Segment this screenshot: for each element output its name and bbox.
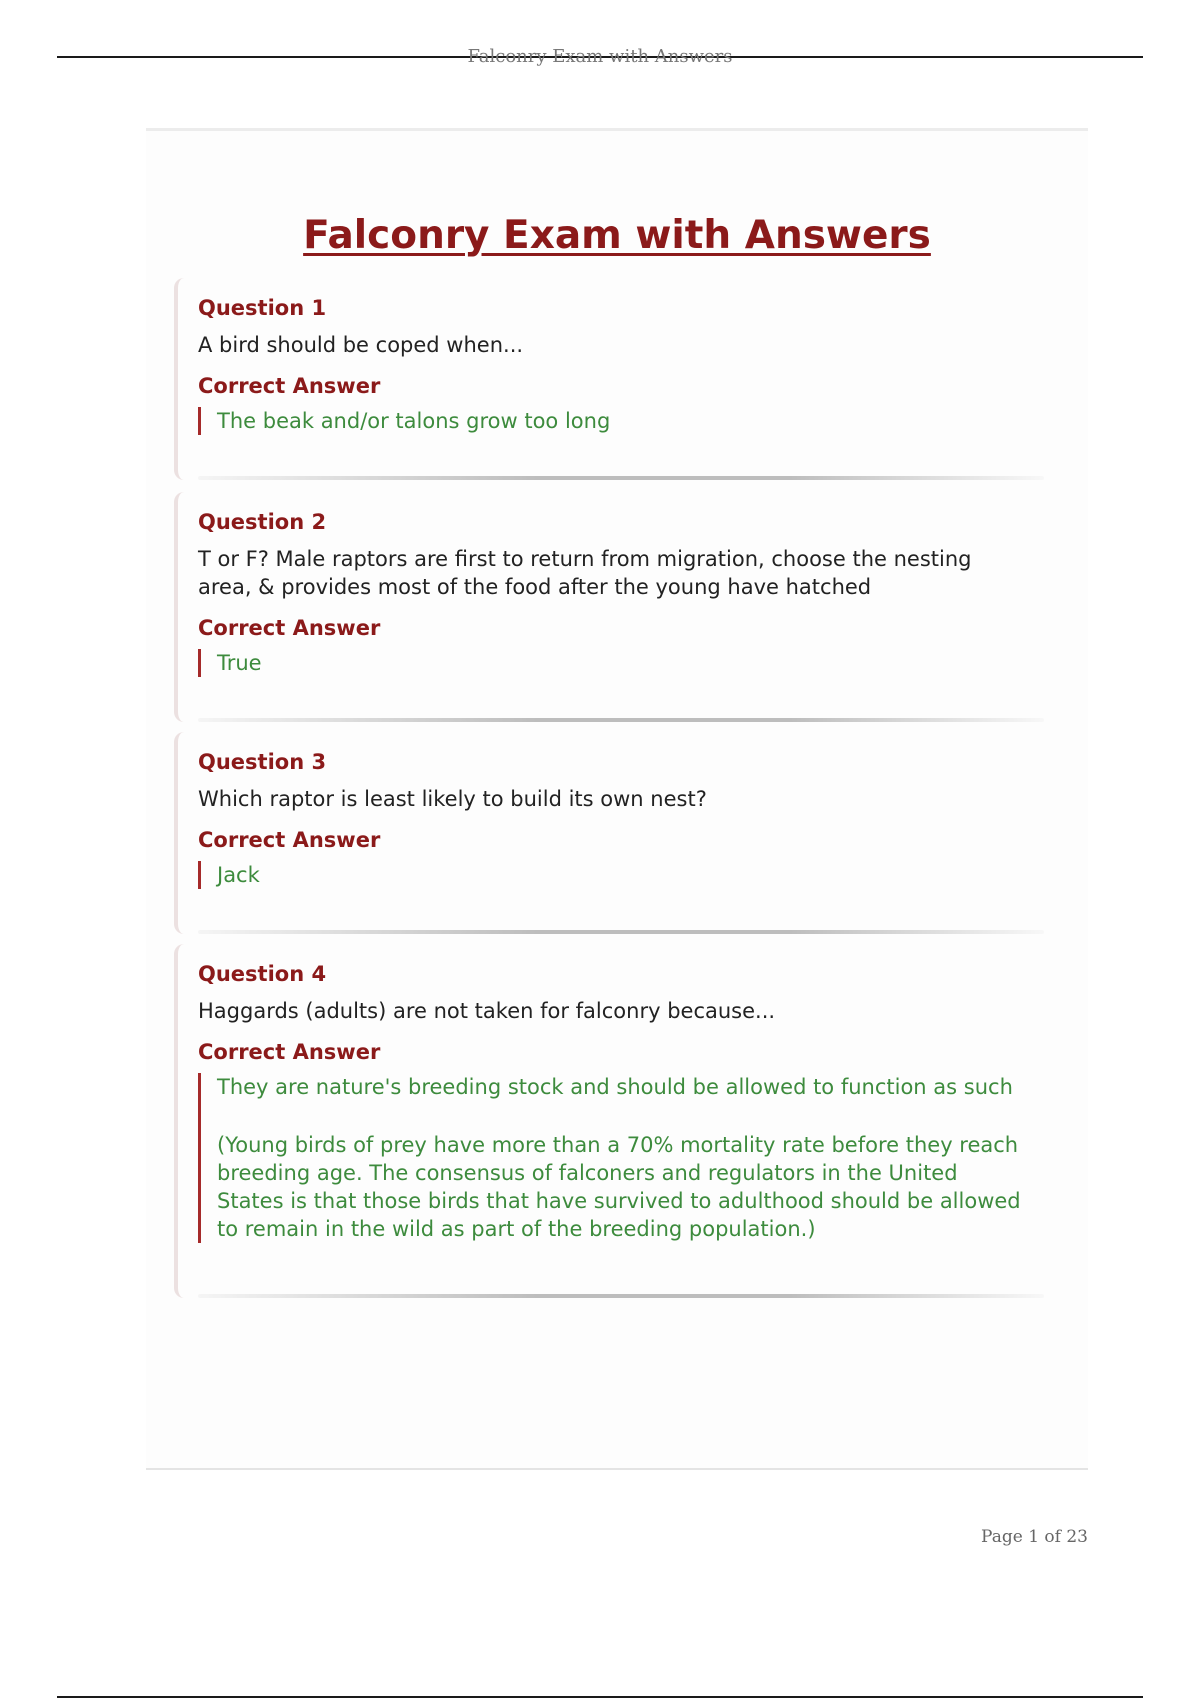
question-label: Question 2: [198, 510, 327, 534]
question-text: Haggards (adults) are not taken for falconry because...: [198, 999, 776, 1023]
correct-answer-label: Correct Answer: [198, 374, 381, 398]
question-label: Question 3: [198, 750, 327, 774]
question-card-4: [174, 944, 1034, 1298]
question-card-2: [174, 492, 1034, 722]
answer-text: They are nature's breeding stock and should be allowed to function as such: [217, 1075, 1013, 1099]
answer-explanation: (Young birds of prey have more than a 70% mortality rate before they reach breeding age. The consensus of falconers and regulators in the United States is that those birds that have survived to adulthood should be allowed to remain in the wild as part of the breeding population.): [217, 1133, 1021, 1241]
answer-text: Jack: [217, 863, 260, 887]
correct-answer-label: Correct Answer: [198, 616, 381, 640]
document-content: [146, 128, 1088, 1470]
running-header: Falconry Exam with Answers: [467, 46, 733, 67]
question-card-1: [174, 278, 1034, 480]
footer-rule: [57, 1696, 1143, 1698]
answer-block: [198, 1073, 1028, 1243]
answer-block: [198, 861, 1028, 889]
page-number: Page 1 of 23: [981, 1527, 1088, 1547]
answer-text: True: [217, 651, 262, 675]
question-text: T or F? Male raptors are first to return from migration, choose the nesting area, & provides most of the food after the young have hatched: [198, 547, 972, 599]
answer-text: The beak and/or talons grow too long: [217, 409, 611, 433]
correct-answer-label: Correct Answer: [198, 828, 381, 852]
question-text: Which raptor is least likely to build its own nest?: [198, 787, 707, 811]
question-card-3: [174, 732, 1034, 934]
question-text: A bird should be coped when...: [198, 333, 524, 357]
answer-block: [198, 407, 1028, 435]
answer-block: [198, 649, 1028, 677]
document-title: Falconry Exam with Answers: [303, 213, 931, 258]
question-label: Question 1: [198, 296, 327, 320]
question-label: Question 4: [198, 962, 327, 986]
correct-answer-label: Correct Answer: [198, 1040, 381, 1064]
